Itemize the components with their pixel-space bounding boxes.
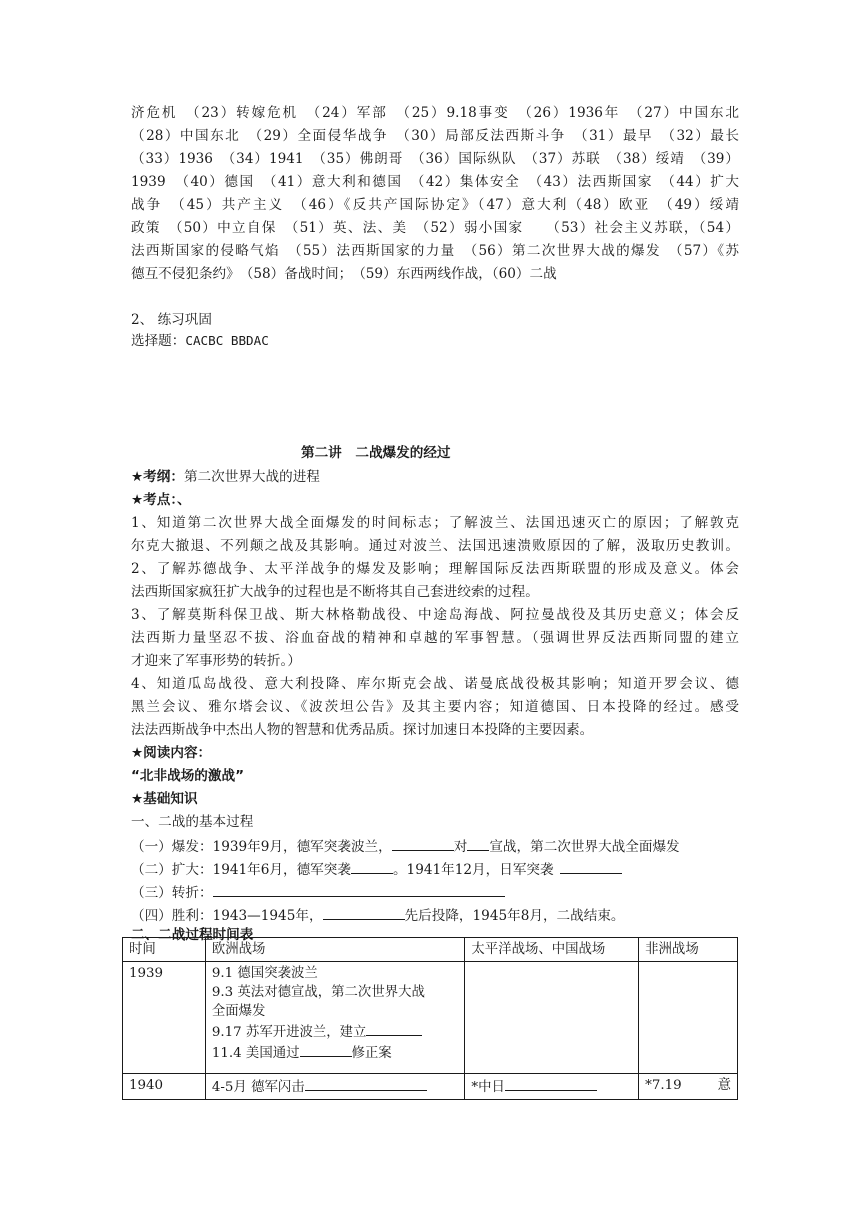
- stage-text: （三）转折：: [131, 885, 213, 901]
- header-cell: 欧洲战场: [205, 938, 465, 962]
- answer-line: （28）中国东北 （29）全面侵华战争 （30）局部反法西斯斗争 （31）最早 （32）最长: [131, 128, 739, 144]
- stage-victory: [131, 905, 625, 925]
- fill-blank[interactable]: [323, 905, 405, 920]
- stage-text: 先后投降，1945年8月，二战结束。: [404, 908, 625, 924]
- header-cell: 时间: [123, 938, 206, 962]
- answer-line: 1939 （40）德国 （41）意大利和德国 （42）集体安全 （43）法西斯国家 （44）扩大: [131, 174, 739, 190]
- stage-text: （二）扩大：1941年6月，德军突袭: [131, 862, 351, 878]
- africa-cell: [639, 962, 738, 1074]
- reading-label: ★阅读内容：: [131, 745, 212, 761]
- stage-expansion: [131, 859, 622, 879]
- year-cell: 1940: [123, 1074, 206, 1100]
- choice-answers: [131, 332, 269, 350]
- timeline-table: [122, 937, 738, 1100]
- fill-blank[interactable]: [560, 859, 622, 874]
- point-line: 1、知道第二次世界大战全面爆发的时间标志；了解波兰、法国迅速灭亡的原因；了解敦克: [131, 515, 739, 531]
- reading-text: “北非战场的激战”: [131, 768, 245, 784]
- choice-answer-value: CACBC BBDAC: [185, 333, 269, 348]
- event-text: 修正案: [351, 1046, 392, 1061]
- answer-line: （33）1936 （34）1941 （35）佛朗哥 （36）国际纵队 （37）苏联 （38）绥靖 （39）: [131, 151, 739, 167]
- stage-text: （四）胜利：1943—1945年，: [131, 908, 323, 924]
- fill-blank[interactable]: [213, 882, 505, 897]
- stage-text: 。1941年12月，日军突袭: [392, 862, 554, 878]
- stage-text: 宣战，第二次世界大战全面爆发: [489, 839, 680, 855]
- event-text: *中日: [471, 1080, 505, 1095]
- event-text: 意: [717, 1078, 731, 1093]
- header-cell: 太平洋战场、中国战场: [465, 938, 639, 962]
- basics-label: ★基础知识: [131, 791, 198, 807]
- practice-heading: 2、 练习巩固: [131, 312, 212, 328]
- timeline-heading: 二、二战过程时间表: [131, 927, 254, 943]
- event-line: [212, 1021, 459, 1042]
- point-line: 才迎来了军事形势的转折。）: [131, 653, 301, 669]
- europe-cell: [205, 1074, 465, 1100]
- fill-blank[interactable]: [305, 1076, 427, 1091]
- point-line: 4、知道瓜岛战役、意大利投降、库尔斯克会战、诺曼底战役极其影响；知道开罗会议、德: [131, 676, 739, 692]
- africa-cell: [639, 1074, 738, 1100]
- point-line: 法西斯力量坚忍不拔、浴血奋战的精神和卓越的军事智慧。（强调世界反法西斯同盟的建立: [131, 630, 739, 646]
- year-cell: 1939: [123, 962, 206, 1074]
- answer-line: 政策 （50）中立自保 （51）英、法、美 （52）弱小国家 （53）社会主义苏联，（54）: [131, 220, 739, 236]
- table-header-row: [123, 938, 738, 962]
- outline: [131, 468, 320, 486]
- fill-blank[interactable]: [366, 1021, 422, 1036]
- points-label: ★考点：、: [131, 492, 191, 508]
- point-line: 法西斯国家疯狂扩大战争的过程也是不断将其自己套进绞索的过程。: [131, 584, 539, 600]
- fill-blank[interactable]: [351, 859, 393, 874]
- point-line: 尔克大撤退、不列颠之战及其影响。通过对波兰、法国迅速溃败原因的了解，汲取历史教训。: [131, 538, 739, 554]
- table-row: [123, 962, 738, 1074]
- point-line: 黑兰会议、雅尔塔会议、《波茨坦公告》及其主要内容；知道德国、日本投降的经过。感受: [131, 699, 739, 715]
- pacific-cell: [465, 1074, 639, 1100]
- answer-line: 济危机 （23）转嫁危机 （24）军部 （25）9.18事变 （26）1936年 （27）中国东北: [131, 105, 739, 121]
- outline-label: ★考纲：: [131, 469, 184, 485]
- answer-line: 战争 （45）共产主义 （46）《反共产国际协定》（47）意大利（48）欧亚 （49）绥靖: [131, 197, 739, 213]
- answer-line: 法西斯国家的侵略气焰 （55）法西斯国家的力量 （56）第二次世界大战的爆发 （57）《苏: [131, 243, 739, 259]
- basic-process-heading: 一、二战的基本过程: [131, 814, 254, 830]
- event-line: 全面爆发: [211, 1004, 266, 1019]
- point-line: 3、了解莫斯科保卫战、斯大林格勒战役、中途岛海战、阿拉曼战役及其历史意义；体会反: [131, 607, 739, 623]
- table-row: [123, 1074, 738, 1100]
- choice-label: 选择题：: [131, 333, 186, 349]
- outline-text: 第二次世界大战的进程: [183, 469, 320, 485]
- fill-blank[interactable]: [467, 836, 489, 851]
- stage-outbreak: [131, 836, 680, 856]
- stage-text: （一）爆发：1939年9月，德军突袭波兰，: [131, 839, 392, 855]
- europe-cell: [205, 962, 465, 1074]
- stage-turning: [131, 882, 505, 902]
- answer-line: 德互不侵犯条约》 （58）备战时间； （59）东西两线作战，（60）二战: [131, 266, 557, 282]
- event-line: 9.3 英法对德宣战，第二次世界大战: [211, 985, 425, 1000]
- event-text: 4-5月 德军闪击: [211, 1080, 305, 1095]
- event-line: [212, 1042, 459, 1063]
- point-line: 2、了解苏德战争、太平洋战争的爆发及影响；理解国际反法西斯联盟的形成及意义。体会: [131, 561, 739, 577]
- stage-text: 对: [453, 839, 468, 855]
- event-text: 11.4 美国通过: [211, 1046, 300, 1061]
- point-line: 法法西斯战争中杰出人物的智慧和优秀品质。探讨加速日本投降的主要因素。: [131, 722, 594, 738]
- pacific-cell: [465, 962, 639, 1074]
- event-text: 9.17 苏军开进波兰，建立: [211, 1025, 367, 1040]
- fill-blank[interactable]: [505, 1076, 597, 1091]
- header-cell: 非洲战场: [639, 938, 738, 962]
- event-line: 9.1 德国突袭波兰: [211, 966, 318, 981]
- fill-blank[interactable]: [300, 1042, 352, 1057]
- lecture-title: 第二讲 二战爆发的经过: [301, 445, 451, 461]
- fill-blank[interactable]: [392, 836, 454, 851]
- event-text: *7.19: [645, 1078, 682, 1093]
